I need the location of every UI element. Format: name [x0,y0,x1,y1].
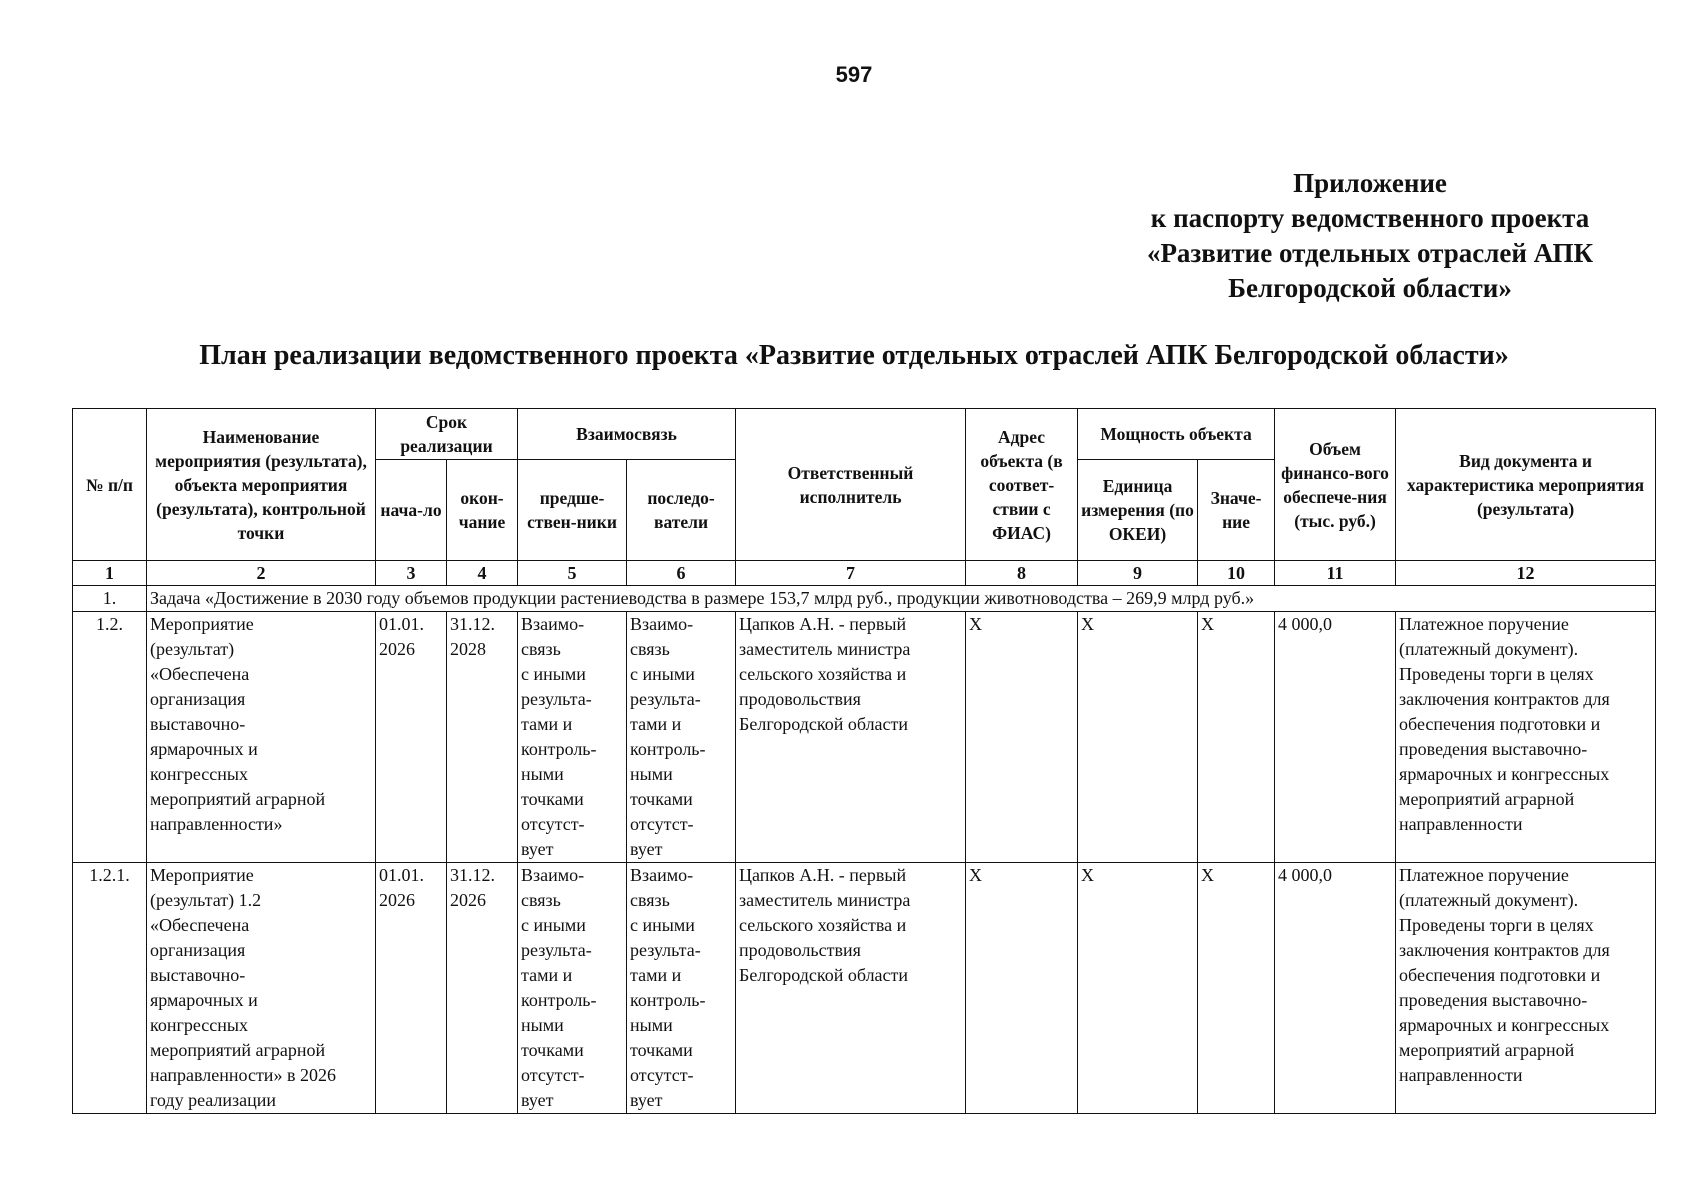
row-successors-line: вует [630,839,663,859]
row-predecessors-line: связь [521,890,561,910]
row-predecessors-line: точками [521,789,584,809]
row-document-line: направленности [1399,814,1523,834]
header-num: № п/п [73,409,147,561]
column-number: 5 [518,561,627,586]
row-num: 1.2.1. [73,863,147,1114]
row-start-date [376,612,447,863]
appendix-line: к паспорту ведомственного проекта [1150,203,1590,233]
row-successors-line: результа- [630,689,701,709]
row-name [147,863,376,1114]
row-name-line: «Обеспечена [150,915,250,935]
row-name-line: конгрессных [150,1015,248,1035]
row-predecessors [518,612,627,863]
row-finance: 4 000,0 [1275,612,1396,863]
row-document-line: мероприятий аграрной [1399,789,1575,809]
appendix-header [1120,166,1620,306]
row-predecessors-line: результа- [521,940,592,960]
row-name-line: (результат) 1.2 [150,890,262,910]
row-successors-line: с иными [630,915,695,935]
row-end-date-line: 31.12. [450,614,495,634]
row-predecessors-line: ными [521,764,564,784]
row-name-line: Мероприятие [150,614,254,634]
task-text: Задача «Достижение в 2030 году объемов продукции растениеводства в размере 153,7 млрд руб., продукции животноводства – 269,9 млрд руб.» [147,586,1656,612]
row-successors-line: тами и [630,965,682,985]
column-number: 2 [147,561,376,586]
row-responsible [736,863,966,1114]
row-document-line: мероприятий аграрной [1399,1040,1575,1060]
appendix-line: Белгородской области» [1228,273,1512,303]
row-value: X [1198,612,1275,863]
row-predecessors-line: с иными [521,915,586,935]
header-term-start: нача-ло [376,460,447,561]
row-name-line: организация [150,689,246,709]
row-document-line: обеспечения подготовки и [1399,965,1601,985]
column-number: 11 [1275,561,1396,586]
row-end-date-line: 31.12. [450,865,495,885]
row-end-date-line: 2026 [450,890,486,910]
task-row [73,586,1656,612]
row-responsible-line: Белгородской области [739,714,909,734]
row-responsible-line: заместитель министра [739,639,911,659]
row-predecessors-line: тами и [521,714,573,734]
row-predecessors-line: контроль- [521,739,597,759]
row-start-date-line: 2026 [379,890,415,910]
row-responsible-line: сельского хозяйства и [739,915,907,935]
row-address: X [966,863,1078,1114]
row-predecessors-line: точками [521,1040,584,1060]
column-number: 3 [376,561,447,586]
row-name-line: направленности» [150,814,283,834]
row-document-line: проведения выставочно- [1399,739,1588,759]
row-document-line: обеспечения подготовки и [1399,714,1601,734]
row-unit: X [1078,863,1198,1114]
row-name-line: «Обеспечена [150,664,250,684]
row-successors-line: Взаимо- [630,614,694,634]
row-name-line: ярмарочных и [150,990,258,1010]
row-end-date [447,863,518,1114]
row-successors-line: тами и [630,714,682,734]
row-document-line: ярмарочных и конгрессных [1399,764,1610,784]
row-document [1396,863,1656,1114]
table-body [73,561,1656,1114]
row-predecessors-line: Взаимо- [521,614,585,634]
row-predecessors-line: контроль- [521,990,597,1010]
row-start-date-line: 01.01. [379,614,424,634]
row-num: 1.2. [73,612,147,863]
header-responsible: Ответственный исполнитель [736,409,966,561]
header-link-next: последо-ватели [627,460,736,561]
row-successors-line: результа- [630,940,701,960]
row-successors [627,612,736,863]
header-term-end: окон-чание [447,460,518,561]
column-number: 7 [736,561,966,586]
row-predecessors-line: Взаимо- [521,865,585,885]
table-row [73,863,1656,1114]
column-number: 10 [1198,561,1275,586]
row-successors-line: связь [630,639,670,659]
row-address: X [966,612,1078,863]
row-responsible-line: Цапков А.Н. - первый [739,614,907,634]
page-number: 597 [835,62,873,87]
appendix-line: «Развитие отдельных отраслей АПК [1146,238,1594,268]
column-number: 6 [627,561,736,586]
row-document-line: Проведены торги в целях [1399,664,1594,684]
row-name-line: выставочно- [150,714,246,734]
row-unit: X [1078,612,1198,863]
row-document-line: заключения контрактов для [1399,940,1610,960]
row-predecessors-line: отсутст- [521,1065,585,1085]
row-document-line: ярмарочных и конгрессных [1399,1015,1610,1035]
row-name-line: организация [150,940,246,960]
row-responsible-line: Цапков А.Н. - первый [739,865,907,885]
row-name-line: конгрессных [150,764,248,784]
table-row [73,612,1656,863]
column-number-row [73,561,1656,586]
row-document-line: Проведены торги в целях [1399,915,1594,935]
header-capacity: Мощность объекта [1078,409,1275,460]
header-finance: Объем финансо-вого обеспече-ния (тыс. руб.) [1275,409,1396,561]
row-predecessors [518,863,627,1114]
row-successors-line: точками [630,1040,693,1060]
header-value: Значе-ние [1198,460,1275,561]
column-number: 12 [1396,561,1656,586]
row-name-line: году реализации [150,1090,277,1110]
row-responsible-line: продовольствия [739,940,861,960]
row-successors-line: отсутст- [630,814,694,834]
row-end-date-line: 2028 [450,639,486,659]
row-name-line: мероприятий аграрной [150,1040,326,1060]
plan-title: План реализации ведомственного проекта «Развитие отдельных отраслей АПК Белгородской области» [199,340,1509,371]
task-num: 1. [73,586,147,612]
plan-table [72,408,1656,1114]
row-document-line: заключения контрактов для [1399,689,1610,709]
row-successors-line: отсутст- [630,1065,694,1085]
header-doc: Вид документа и характеристика мероприятия (результата) [1396,409,1656,561]
row-name-line: выставочно- [150,965,246,985]
row-name-line: мероприятий аграрной [150,789,326,809]
header-unit: Единица измерения (по ОКЕИ) [1078,460,1198,561]
row-predecessors-line: ными [521,1015,564,1035]
row-start-date-line: 2026 [379,639,415,659]
column-number: 8 [966,561,1078,586]
row-predecessors-line: с иными [521,664,586,684]
row-start-date [376,863,447,1114]
row-document-line: Платежное поручение [1399,614,1569,634]
row-name-line: направленности» в 2026 [150,1065,336,1085]
row-successors-line: ными [630,764,673,784]
row-document-line: проведения выставочно- [1399,990,1588,1010]
row-name-line: Мероприятие [150,865,254,885]
row-document [1396,612,1656,863]
row-predecessors-line: отсутст- [521,814,585,834]
row-document-line: направленности [1399,1065,1523,1085]
row-name [147,612,376,863]
row-successors-line: ными [630,1015,673,1035]
row-responsible-line: заместитель министра [739,890,911,910]
header-link-prev: предше-ствен-ники [518,460,627,561]
row-predecessors-line: результа- [521,689,592,709]
row-end-date [447,612,518,863]
column-number: 9 [1078,561,1198,586]
row-successors-line: с иными [630,664,695,684]
header-term: Срок реализации [376,409,518,460]
row-document-line: Платежное поручение [1399,865,1569,885]
header-name: Наименование мероприятия (результата), объекта мероприятия (результата), контрольной точки [147,409,376,561]
row-successors-line: точками [630,789,693,809]
row-responsible [736,612,966,863]
row-successors-line: контроль- [630,990,706,1010]
appendix-line: Приложение [1293,168,1447,198]
row-predecessors-line: вует [521,839,554,859]
row-successors [627,863,736,1114]
row-finance: 4 000,0 [1275,863,1396,1114]
row-responsible-line: Белгородской области [739,965,909,985]
row-predecessors-line: тами и [521,965,573,985]
row-value: X [1198,863,1275,1114]
row-successors-line: контроль- [630,739,706,759]
row-predecessors-line: связь [521,639,561,659]
column-number: 1 [73,561,147,586]
row-predecessors-line: вует [521,1090,554,1110]
row-start-date-line: 01.01. [379,865,424,885]
row-document-line: (платежный документ). [1399,890,1579,910]
row-name-line: (результат) [150,639,235,659]
row-responsible-line: сельского хозяйства и [739,664,907,684]
row-successors-line: связь [630,890,670,910]
header-address: Адрес объекта (в соответ-ствии с ФИАС) [966,409,1078,561]
header-link: Взаимосвязь [518,409,736,460]
column-number: 4 [447,561,518,586]
row-successors-line: Взаимо- [630,865,694,885]
row-name-line: ярмарочных и [150,739,258,759]
row-successors-line: вует [630,1090,663,1110]
row-responsible-line: продовольствия [739,689,861,709]
row-document-line: (платежный документ). [1399,639,1579,659]
